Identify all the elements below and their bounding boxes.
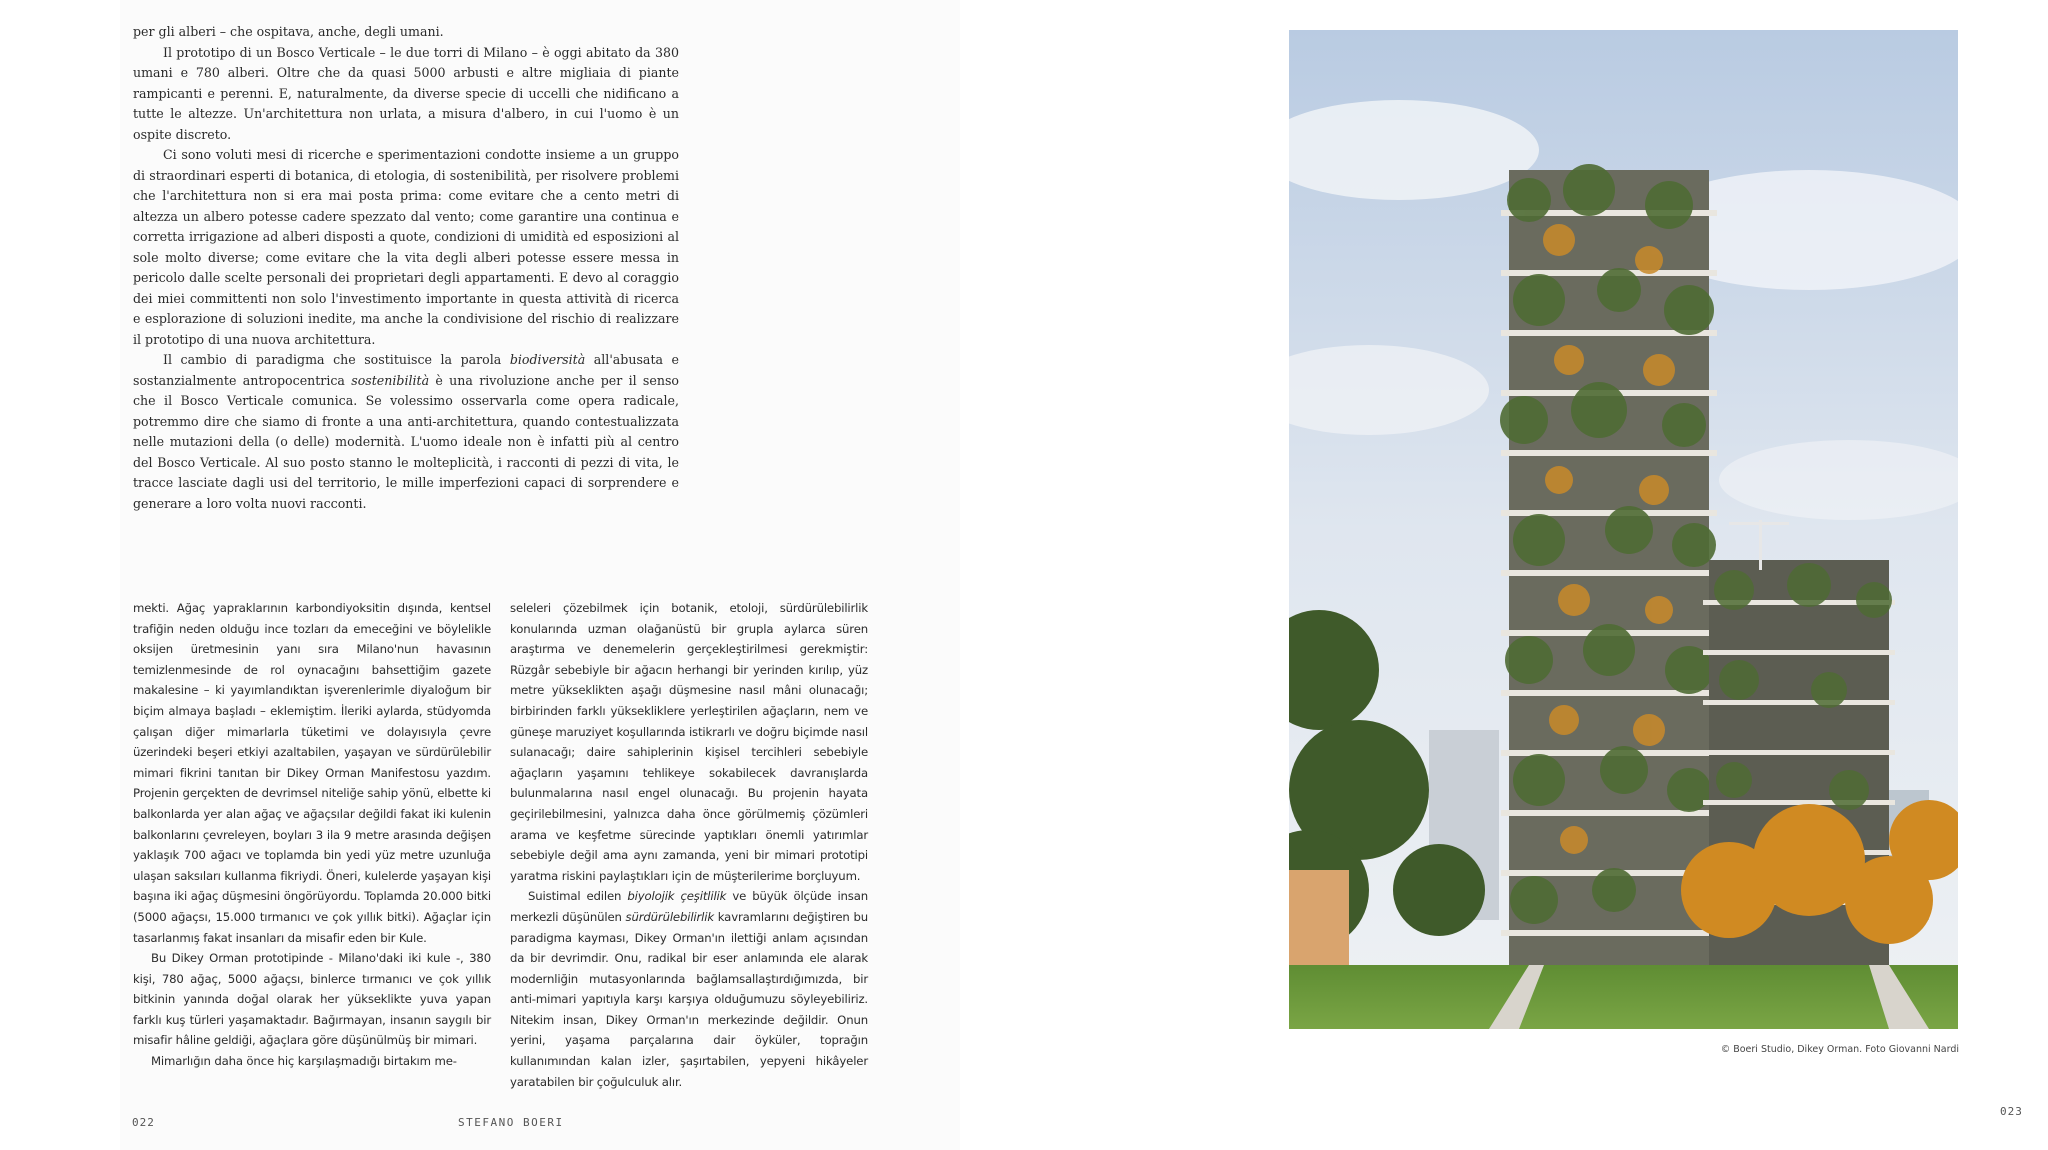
tr-p2-em1: biyolojik çeşitlilik: [627, 889, 727, 904]
turkish-column-2: [510, 598, 868, 1092]
italian-paragraph-1: per gli alberi – che ospitava, anche, degli umani.: [133, 24, 444, 39]
turkish-column-1: [133, 598, 491, 1072]
it-p4-em2: sostenibilità: [351, 372, 430, 388]
running-head-author: STEFANO BOERI: [458, 1116, 564, 1129]
turkish-paragraph: mekti. Ağaç yapraklarının karbondiyoksitin dışında, kentsel trafiğin neden olduğu ince tozları da emeceğini ve böylelikle oksijen üretmesinin yanı sıra Milano'nun havasının temizlenmesinde de rol oynacağını bahsettiğim gazete makalesine – ki yayımlandıktan işverenlerimle diyaloğum bir biçim almaya başladı – eklemiştim. İleriki aylarda, stüdyomda çalışan diğer mimarlarla tüketimi ve dolayısıyla çevre üzerindeki beşeri etkiyi azaltabilen, yaşayan ve sürdürülebilir mimari fikrini tanıtan bir Dikey Orman Manifestosu yazdım. Projenin gerçekten de devrimsel niteliğe sahip yönü, elbette ki balkonlarda yer alan ağaç ve ağaçsılar değildi fakat iki kulenin balkonlarını çevreleyen, boyları 3 ila 9 metre arasında değişen yaklaşık 700 ağacı ve toplamda bin yedi yüz metre uzunluğa ulaşan saksıları kullanma fikriydi. Öneri, kulelerde yaşayan kişi başına iki ağaç düşmesini öngörüyordu. Toplamda 20.000 bitki (5000 ağaçsı, 15.000 tırmanıcı ve çok yıllık bitki). Ağaçlar için tasarlanmış fakat insanları da misafir eden bir Kule.: [133, 601, 491, 945]
italian-paragraph-4: [133, 350, 679, 514]
tr-p2-a: Suistimal edilen: [528, 889, 628, 904]
photo-caption: © Boeri Studio, Dikey Orman. Foto Giovanni Nardi: [1720, 1044, 1959, 1055]
italian-paragraph-2: Il prototipo di un Bosco Verticale – le due torri di Milano – è oggi abitato da 380 umani e 780 alberi. Oltre che da quasi 5000 arbusti e altre migliaia di piante rampicanti e perenni. E, naturalmente, da diverse specie di uccelli che nidificano a tutte le altezze. Un'architettura non urlata, a misura d'albero, in cui l'uomo è un ospite discreto.: [133, 44, 679, 142]
turkish-paragraph: [510, 886, 868, 1092]
page-number-left: 022: [132, 1116, 155, 1129]
tr-p2-em2: sürdürülebilirlik: [625, 909, 714, 924]
lawn: [1289, 965, 1958, 1029]
bosco-verticale-photo: [1289, 30, 1958, 1029]
tr-p2-c: kavramlarını değiştiren bu paradigma kayması, Dikey Orman'ın ilettiği anlam açısından da bir devrimdir. Onu, radikal bir eser anlamında ele alarak modernliğin mutasyonlarında bağlamsallaştırdığımızda, bir anti-mimari yapıtıyla karşı karşıya olduğumuzu söyleyebiliriz. Nitekim insan, Dikey Orman'ın merkezinde değildir. Onun yerini, yaşama parçalarına dair öyküler, toprağın kullanımından kalan izler, şaşırtabilen, yepyeni hikâyeler yaratabilen bir çoğulculuk alır.: [510, 909, 868, 1089]
turkish-paragraph: Mimarlığın daha önce hiç karşılaşmadığı birtakım me-: [151, 1054, 457, 1069]
italian-paragraph-3: Ci sono voluti mesi di ricerche e sperimentazioni condotte insieme a un gruppo di straordinari esperti di botanica, di etologia, di sostenibilità, per risolvere problemi che l'architettura non si era mai posta prima: come evitare che a cento metri di altezza un albero potesse cadere spezzato dal vento; come garantire una continua e corretta irrigazione ad alberi disposti a quote, condizioni di umidità ed esposizioni al sole molto diverse; come evitare che la vita degli alberi potesse essere messa in pericolo dalle scelte personali dei proprietari degli appartamenti. E devo al coraggio dei miei committenti non solo l'investimento importante in questa attività di ricerca e esplorazione di soluzioni inedite, ma anche la condivisione del rischio di realizzare il prototipo di una nuova architettura.: [133, 147, 679, 347]
it-p4-c: è una rivoluzione anche per il senso che il Bosco Verticale comunica. Se volessimo osservarla come opera radicale, potremmo dire che siamo di fronte a una anti-architettura, quando contestualizzata nelle mutazioni della (o delle) modernità. L'uomo ideale non è infatti più al centro del Bosco Verticale. Al suo posto stanno le molteplicità, i racconti di pezzi di vita, le tracce lasciate dagli usi del territorio, le mille imperfezioni capaci di sorprendere e generare a loro volta nuovi racconti.: [133, 372, 679, 511]
turkish-paragraph: seleleri çözebilmek için botanik, etoloji, sürdürülebilirlik konularında uzman olağanüstü bir grupla aylarca süren araştırma ve denemelerin gerçekleştirilmesi gerekmiştir: Rüzgâr sebebiyle bir ağacın herhangi bir yerinden kırılıp, yüz metre yükseklikten aşağı düşmesine nasıl mâni olunacağı; birbirinden farklı yüksekliklere yerleştirilen ağaçların, nem ve güneşe maruziyet koşullarında istikrarlı ve doğru biçimde nasıl sulanacağı; daire sahiplerinin kişisel tercihleri sebebiyle ağaçların yaşamını tehlikeye sokabilecek davranışlarda bulunmalarına nasıl engel olunacağı. Bu projenin hayata geçirilebilmesini, yalnızca daha önce görülmemiş çözümleri arama ve keşfetme sürecinde yaptıkları önemli yatırımlar sebebiyle değil ama aynı zamanda, yeni bir mimari prototipi yaratma riskini paylaştıkları için de müşterilerime borçluyum.: [510, 601, 868, 883]
photo-illustration: [1289, 30, 1958, 1029]
it-p4-a: Il cambio di paradigma che sostituisce la parola: [163, 352, 510, 367]
it-p4-b: all'abusata e sostanzialmente antropocentrica: [133, 352, 679, 388]
it-p4-em1: biodiversità: [509, 352, 586, 367]
turkish-paragraph: Bu Dikey Orman prototipinde - Milano'daki iki kule -, 380 kişi, 780 ağaç, 5000 ağaçsı, binlerce tırmanıcı ve çok yıllık bitkinin yanında doğal olarak her yükseklikte yuva yapan farklı kuş türleri yaşamaktadır. Bağırmayan, insanın saygılı bir misafir hâline geldiği, ağaçlara göre düşünülmüş bir mimari.: [133, 951, 491, 1048]
tr-p2-b: ve büyük ölçüde insan merkezli düşünülen: [510, 889, 869, 924]
italian-text-block: [133, 22, 679, 514]
page-number-right: 023: [2000, 1105, 2023, 1118]
